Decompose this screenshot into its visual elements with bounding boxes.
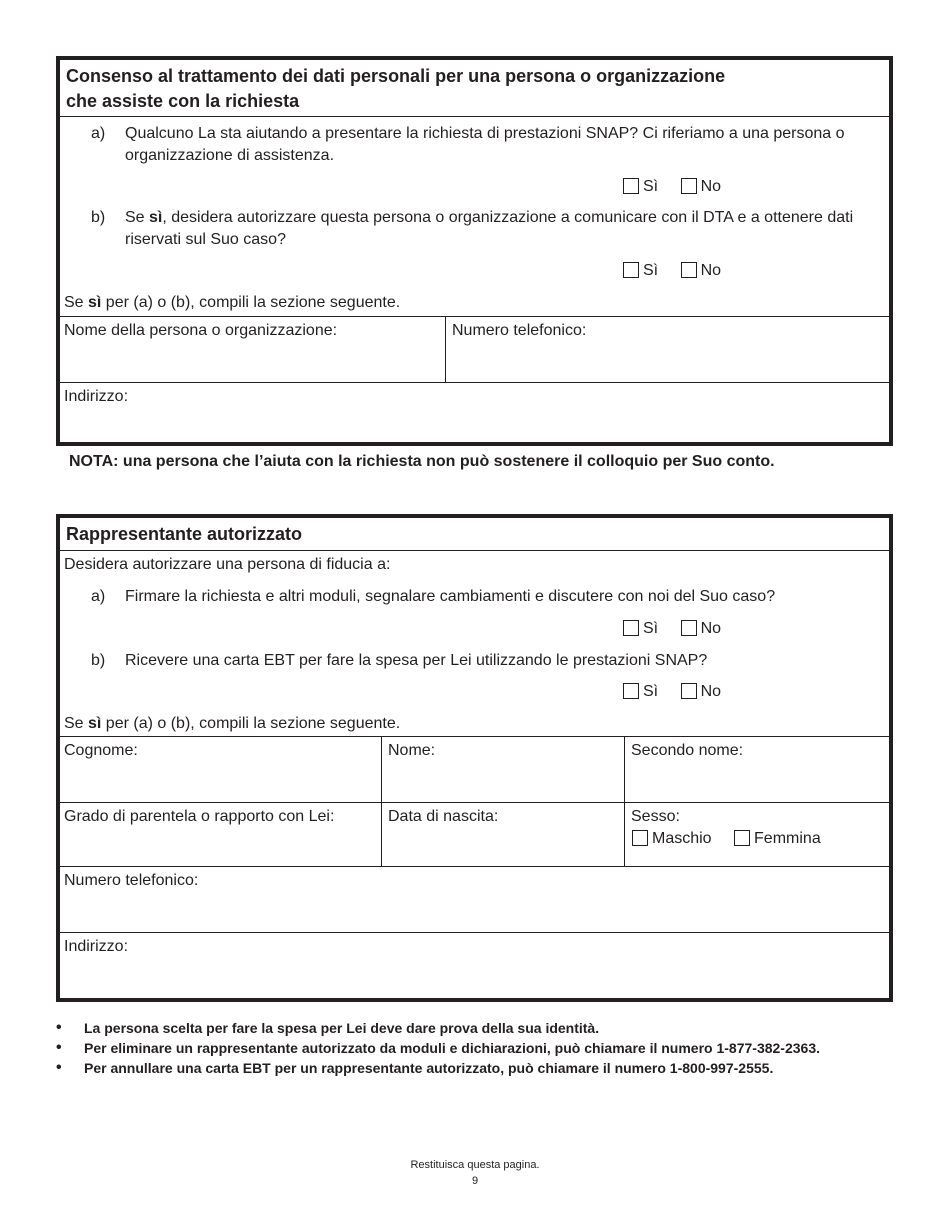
divider xyxy=(60,866,889,867)
divider xyxy=(624,736,625,866)
no-checkbox[interactable] xyxy=(681,683,697,699)
no-checkbox[interactable] xyxy=(681,262,697,278)
address-field[interactable]: Indirizzo: xyxy=(64,938,129,955)
divider xyxy=(60,382,889,383)
list-item: • La persona scelta per fare la spesa per Lei deve dare prova della sua identità. xyxy=(56,1018,820,1038)
yes-option[interactable]: Sì xyxy=(623,178,658,195)
page-number: 9 xyxy=(471,1175,479,1187)
female-checkbox[interactable] xyxy=(734,830,750,846)
representative-section-title: Rappresentante autorizzato xyxy=(66,524,303,544)
condition-text: Se sì per (a) o (b), compili la sezione seguente. xyxy=(64,294,401,311)
footer-return-text: Restituisca questa pagina. xyxy=(410,1159,540,1171)
phone-field[interactable]: Numero telefonico: xyxy=(64,872,199,889)
divider xyxy=(60,932,889,933)
info-bullet-list xyxy=(56,1018,820,1078)
no-checkbox[interactable] xyxy=(681,178,697,194)
yes-checkbox[interactable] xyxy=(623,262,639,278)
note-text: NOTA: una persona che l’aiuta con la richiesta non può sostenere il colloquio per Suo conto. xyxy=(69,453,775,470)
condition-text: Se sì per (a) o (b), compili la sezione seguente. xyxy=(64,715,401,732)
question-b-answer xyxy=(623,681,739,703)
org-name-field[interactable]: Nome della persona o organizzazione: xyxy=(64,322,338,339)
list-item: • Per annullare una carta EBT per un rappresentante autorizzato, può chiamare il numero 1-800-997-2555. xyxy=(56,1058,820,1078)
first-name-field[interactable]: Nome: xyxy=(388,742,436,759)
divider xyxy=(60,550,889,551)
question-b-letter: b) xyxy=(91,652,106,669)
dob-field[interactable]: Data di nascita: xyxy=(388,808,499,825)
question-a-text: Qualcuno La sta aiutando a presentare la richiesta di prestazioni SNAP? Ci riferiamo a una persona o organizzazione di assistenza. xyxy=(125,125,845,164)
yes-option[interactable]: Sì xyxy=(623,620,658,637)
authorized-representative-section xyxy=(56,514,893,1002)
divider xyxy=(381,736,382,866)
question-a-letter: a) xyxy=(91,125,106,142)
question-b-answer xyxy=(623,260,739,282)
no-option[interactable]: No xyxy=(681,178,721,195)
question-b-letter: b) xyxy=(91,209,106,226)
question-a-answer xyxy=(623,618,739,640)
divider xyxy=(445,316,446,382)
yes-checkbox[interactable] xyxy=(623,620,639,636)
address-field[interactable]: Indirizzo: xyxy=(64,388,129,405)
yes-checkbox[interactable] xyxy=(623,683,639,699)
consent-section xyxy=(56,56,893,446)
yes-checkbox[interactable] xyxy=(623,178,639,194)
divider xyxy=(60,116,889,117)
sex-options xyxy=(632,828,839,850)
consent-section-title: Consenso al trattamento dei dati personali per una persona o organizzazione che assiste con la richiesta xyxy=(66,66,726,111)
question-b-text: Se sì, desidera autorizzare questa persona o organizzazione a comunicare con il DTA e a ottenere dati riservati sul Suo caso? xyxy=(125,209,854,248)
middle-name-field[interactable]: Secondo nome: xyxy=(631,742,744,759)
sex-label: Sesso: xyxy=(631,808,680,825)
no-option[interactable]: No xyxy=(681,683,721,700)
question-a-letter: a) xyxy=(91,588,106,605)
list-item: • Per eliminare un rappresentante autorizzato da moduli e dichiarazioni, può chiamare il numero 1-877-382-2363. xyxy=(56,1038,820,1058)
question-a-answer xyxy=(623,176,739,198)
divider xyxy=(60,316,889,317)
last-name-field[interactable]: Cognome: xyxy=(64,742,138,759)
yes-option[interactable]: Sì xyxy=(623,262,658,279)
no-option[interactable]: No xyxy=(681,620,721,637)
question-a-text: Firmare la richiesta e altri moduli, segnalare cambiamenti e discutere con noi del Suo caso? xyxy=(125,588,776,605)
divider xyxy=(60,802,889,803)
divider xyxy=(60,736,889,737)
no-option[interactable]: No xyxy=(681,262,721,279)
male-checkbox[interactable] xyxy=(632,830,648,846)
question-b-text: Ricevere una carta EBT per fare la spesa per Lei utilizzando le prestazioni SNAP? xyxy=(125,652,708,669)
female-option[interactable]: Femmina xyxy=(734,830,821,847)
male-option[interactable]: Maschio xyxy=(632,830,712,847)
no-checkbox[interactable] xyxy=(681,620,697,636)
intro-text: Desidera autorizzare una persona di fiducia a: xyxy=(64,556,391,573)
yes-option[interactable]: Sì xyxy=(623,683,658,700)
phone-field[interactable]: Numero telefonico: xyxy=(452,322,587,339)
relationship-field[interactable]: Grado di parentela o rapporto con Lei: xyxy=(64,808,335,825)
